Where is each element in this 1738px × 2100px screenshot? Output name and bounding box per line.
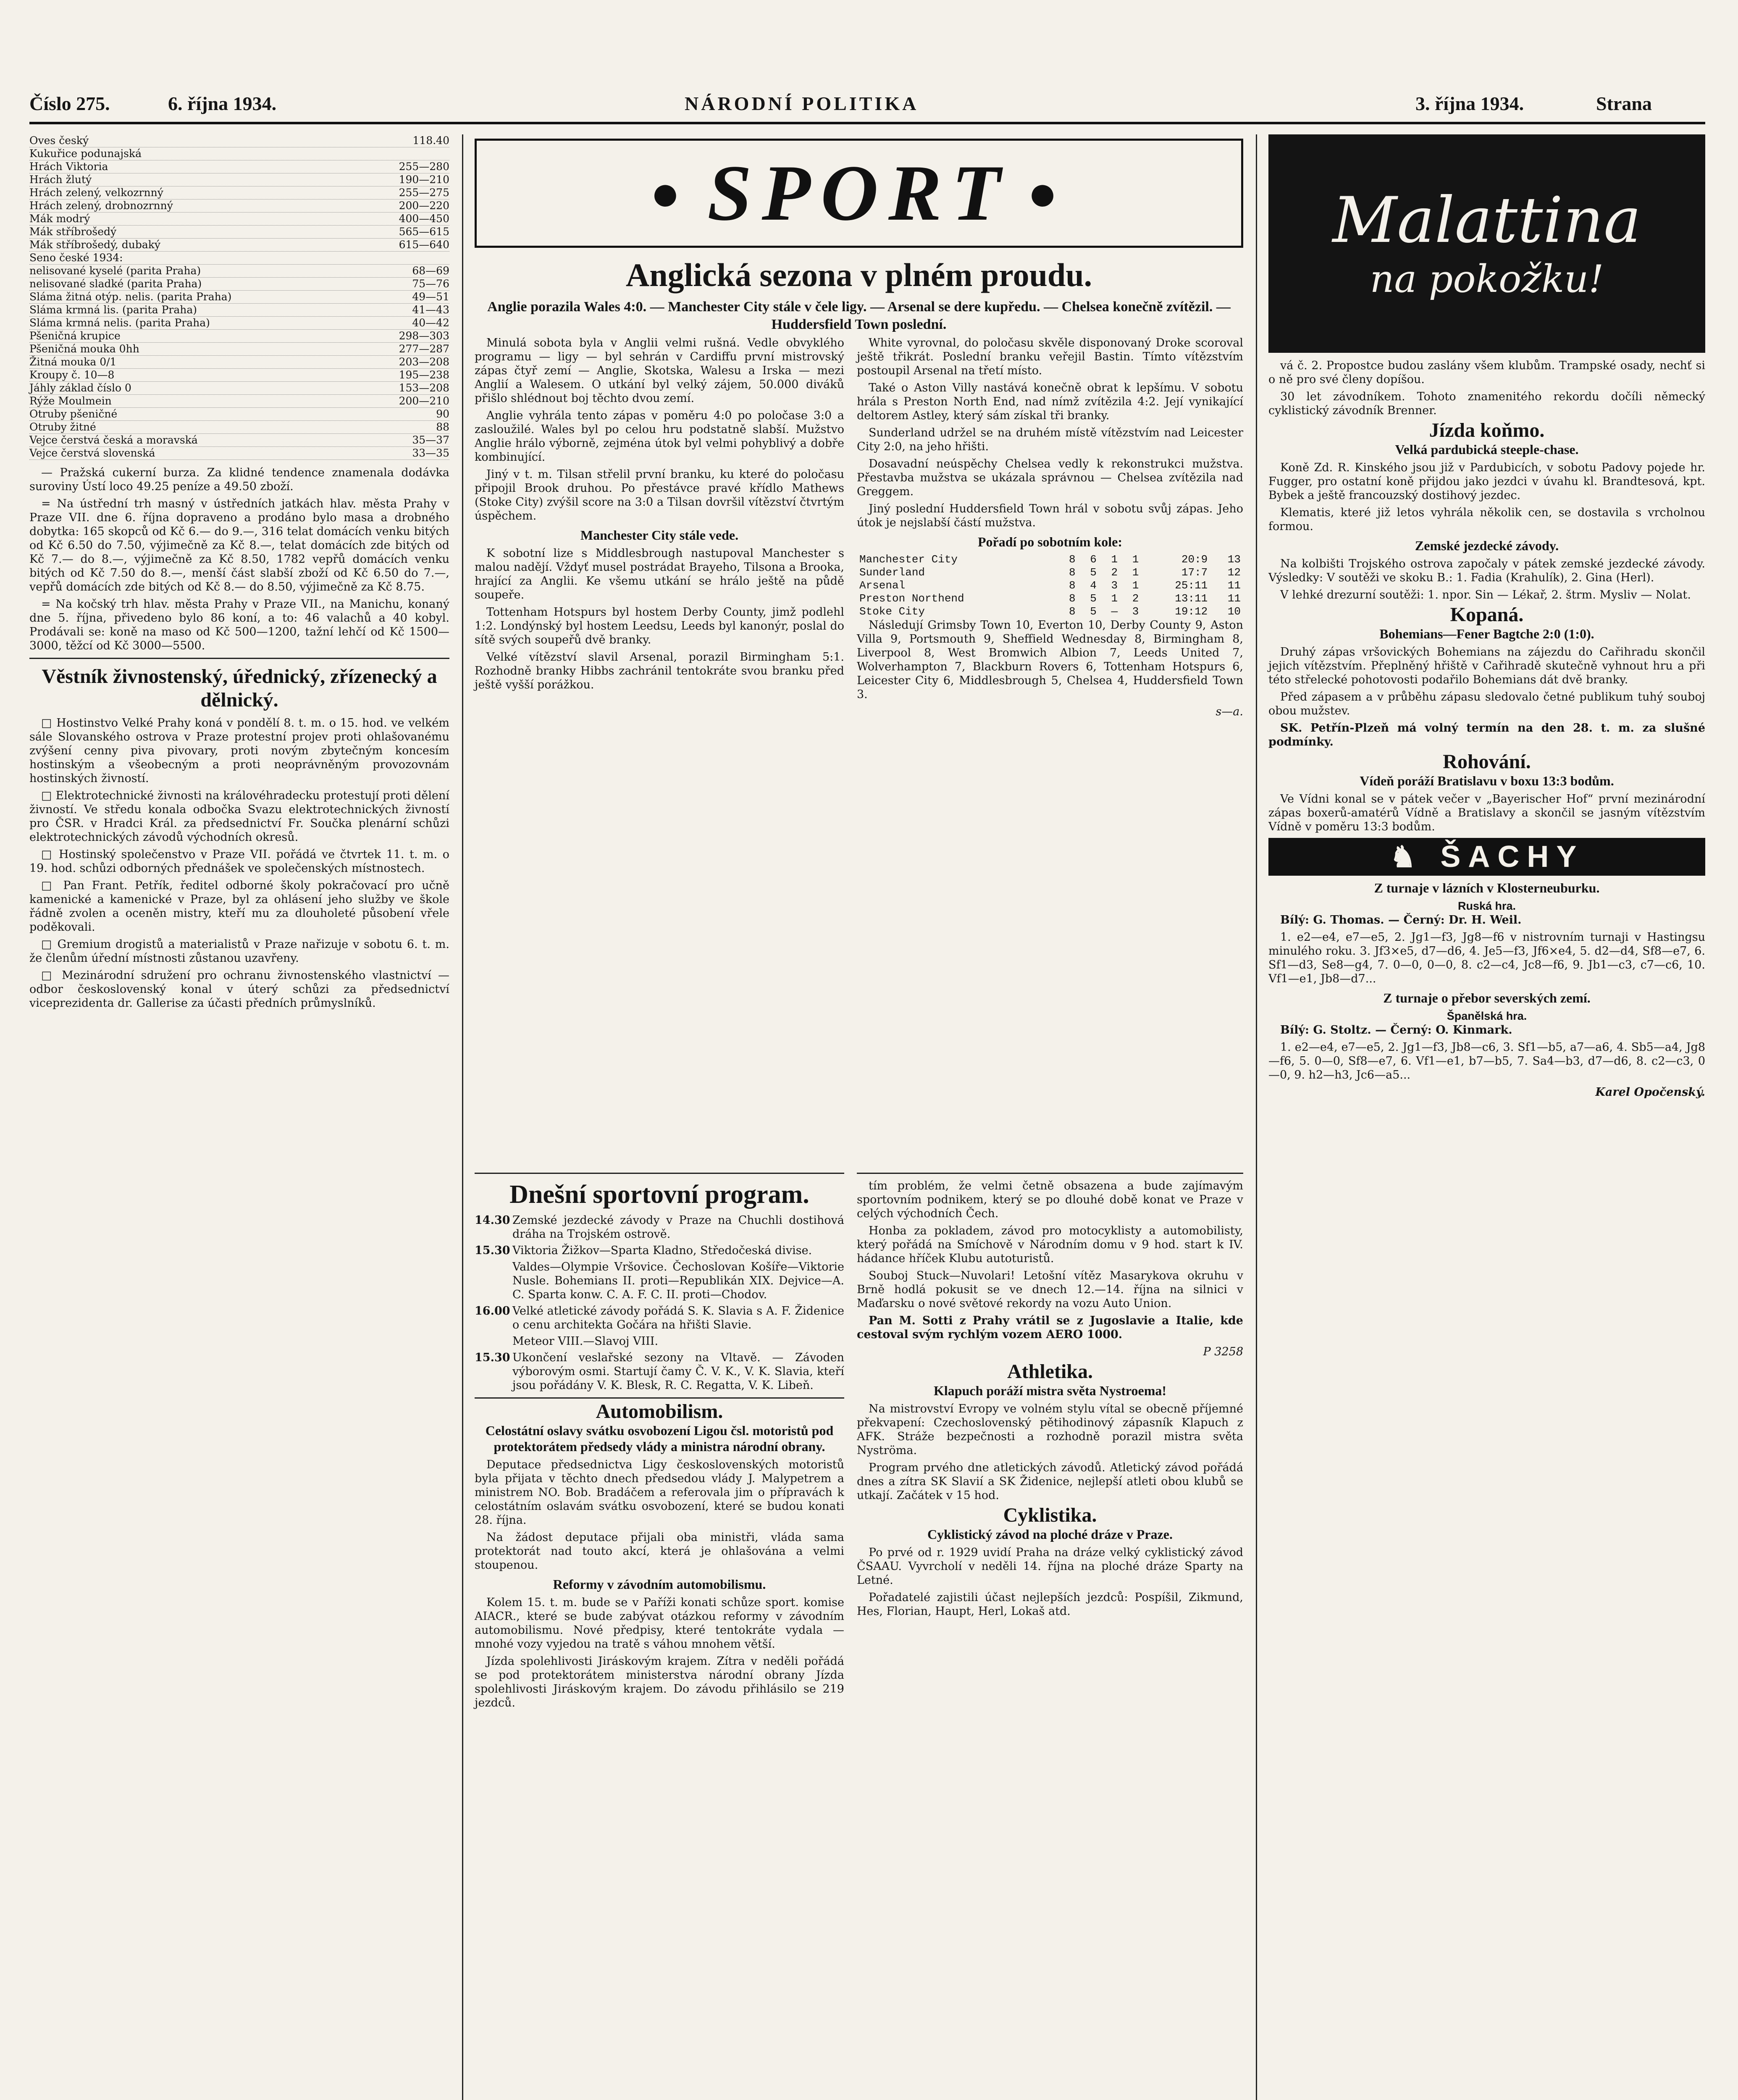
program-text: Velké atletické závody pořádá S. K. Slavia s A. F. Židenice o cenu architekta Gočára na hřišti Slavie. (512, 1305, 844, 1331)
price-item: nelisované sladké (parita Praha) (29, 278, 202, 290)
price-value: 68—69 (412, 265, 449, 277)
boxing-subtitle: Vídeň poráží Bratislavu v boxu 13:3 bodům. (1360, 773, 1614, 788)
table-cell: 8 (1069, 592, 1076, 605)
team-name: Stoke City (859, 605, 925, 618)
program-text: Zemské jezdecké závody v Praze na Chuchli dostihová dráha na Trojském ostrově. (512, 1214, 844, 1241)
price-row (29, 421, 449, 434)
article-paragraph: tím problém, že velmi četně obsazena a bude zajímavým sportovním podnikem, který se po dlouhé době konat ve Praze v celých východních Čech. (857, 1179, 1243, 1220)
bullet-icon: ● (1027, 165, 1068, 221)
price-row (29, 343, 449, 356)
price-item: Pšeničná mouka 0hh (29, 343, 139, 355)
price-row (29, 317, 449, 330)
cycling-paragraphs (857, 1546, 1243, 1618)
table-cell: 13 (1227, 553, 1241, 566)
price-value: 298—303 (399, 330, 449, 342)
table-cell: 11 (1227, 592, 1241, 605)
price-value: 33—35 (412, 447, 449, 459)
price-item: Rýže Moulmein (29, 395, 112, 407)
article-paragraph: Před zápasem a v průběhu zápasu sledovalo četné publikum tuhý souboj obou mužstev. (1268, 690, 1705, 717)
table-cell: 10 (1227, 605, 1241, 618)
table-cell: — (1111, 605, 1118, 618)
price-value: 40—42 (412, 317, 449, 329)
article-paragraph: □ Gremium drogistů a materialistů v Praze nařizuje v sobotu 6. t. m. že členům úřední místnosti zůstanou uzavřeny. (29, 938, 449, 965)
price-value: 277—287 (399, 343, 449, 355)
table-cell: 1 (1132, 579, 1139, 592)
horse-riding-paragraphs (1268, 461, 1705, 533)
price-item: Kroupy č. 10—8 (29, 369, 115, 381)
article-paragraph: Sunderland udržel se na druhém místě vítězstvím nad Leicester City 2:0, na jeho hřišti. (857, 426, 1243, 453)
column-right (1268, 134, 1705, 1099)
price-item: Jáhly základ číslo 0 (29, 382, 131, 394)
program-time: 15.30 (475, 1244, 510, 1257)
price-value: 565—615 (399, 226, 449, 238)
price-row (29, 173, 449, 186)
article-paragraph: □ Hostinstvo Velké Prahy koná v pondělí 8. t. m. o 15. hod. ve velkém sále Slovanského ostrova v Praze protestní projev proti ohlašovanému zvýšení cenny piva pivovary, proti novým zbytečným koncesím hostinským a všeobecným a proti neoprávněným provozovnám hostinských živností. (29, 717, 449, 785)
manchester-paragraphs (475, 546, 844, 692)
divider (475, 1173, 844, 1174)
chess-players-2: Bílý: G. Stoltz. — Černý: O. Kinmark. (1280, 1024, 1512, 1037)
price-item: Hrách zelený, velkozrnný (29, 186, 163, 199)
table-cell: 3 (1111, 579, 1118, 592)
table-cell: 12 (1227, 566, 1241, 579)
issue-date-left: 6. října 1934. (168, 93, 277, 114)
athletics-title: Athletika. (1007, 1360, 1093, 1383)
program-item (475, 1304, 844, 1332)
league-table-rest: Následují Grimsby Town 10, Everton 10, Derby County 9, Aston Villa 9, Portsmouth 9, Sheffield Wednesday 8, Birmingham 8, Liverpool 8, West Bromwich Albion 7, Leeds United 7, Wolverhampton 7, Blackburn Rovers 6, Tottenham Hotspurs 6, Leicester City 6, Middlesbrough 5, Chelsea 4, Huddersfield Town 3. (857, 619, 1243, 701)
price-value: 153—208 (399, 382, 449, 394)
table-cell: 20:9 (1181, 553, 1208, 566)
price-item: Kukuřice podunajská (29, 147, 142, 160)
steeplechase-subtitle: Velká pardubická steeple-chase. (1395, 442, 1579, 457)
price-item: Sláma žitná otýp. nelis. (parita Praha) (29, 291, 232, 303)
article-paragraph: Deputace předsednictva Ligy československých motoristů byla přijata v těchto dnech předsedou vlády J. Malypetrem a ministrem NO. Bob. Bradáčem a referovala jim o přípravách k celostátním oslavám svátku osvobození, které se budou konati 28. října. (475, 1458, 844, 1527)
program-time (475, 1260, 512, 1302)
note-code: P 3258 (1203, 1345, 1243, 1358)
price-value: 200—210 (399, 395, 449, 407)
sport-subheading-manchester: Manchester City stále vede. (580, 528, 739, 543)
vestnik-title: Věstník živnostenský, úřednický, zřízenecký a dělnický. (42, 665, 437, 711)
price-item: Mák stříbrošedý, dubaký (29, 239, 161, 251)
article-paragraph: = Na ústřední trh masný v ústředních jatkách hlav. města Prahy v Praze VII. dne 6. října dopraveno a prodáno bylo masa a drobného dobytka: 165 skopců od Kč 6.— do 9.—, 316 telat domácích venku bitých od Kč 6.50 do 7.50, výjimečně za Kč 8.—, telat domácích zde bitých od Kč 7.— do 8.—, výjimečně za Kč 8.50, 1782 vepřů domácích venku bitých od Kč 7.50 do 8.—, menší část slabší zboží od Kč 6.50 do 7.—, vepřů domácích zde bitých od Kč 8.— do 8.50, výjimečně za Kč 8.75. (29, 497, 449, 593)
article-paragraph: □ Mezinárodní sdružení pro ochranu živnostenského vlastnictví — odbor československý konal v úterý schůzi za předsednictví viceprezidenta dr. Gallerise za účasti předních průmyslníků. (29, 969, 449, 1010)
horse-riding-title: Jízda koňmo. (1429, 419, 1545, 441)
price-value: 35—37 (412, 434, 449, 446)
program-item (475, 1244, 844, 1257)
record-paragraph: 30 let závodníkem. Tohoto znamenitého rekordu dočíli německý cyklistický závodník Brenner. (1268, 390, 1705, 417)
sport-headline: Anglická sezona v plném proudu. (625, 257, 1092, 293)
chess-subtitle: Z turnaje v lázních v Klosterneuburku. (1374, 880, 1600, 895)
advert-slogan: na pokožku! (1370, 257, 1604, 301)
article-paragraph: Anglie vyhrála tento zápas v poměru 4:0 po poločase 3:0 a zasloužilé. Wales byl po celou hru podstatně slabší. Mužstvo Anglie hrálo výborně, zejména útok byl velmi pohyblivý a dobře kombinující. (475, 409, 844, 464)
boxing-title: Rohování. (1443, 751, 1531, 773)
price-row (29, 382, 449, 395)
football-title: Kopaná. (1450, 604, 1524, 626)
team-name: Arsenal (859, 579, 906, 592)
divider (29, 658, 449, 659)
chess-subtitle-2: Z turnaje o přebor severských zemí. (1383, 990, 1591, 1005)
price-item: Hrách zelený, drobnozrnný (29, 200, 173, 212)
auto-title: Automobilism. (596, 1400, 723, 1423)
team-name: Sunderland (859, 566, 925, 579)
price-list (29, 134, 449, 460)
chess-players-1: Bílý: G. Thomas. — Černý: Dr. H. Weil. (1280, 914, 1522, 927)
price-row (29, 447, 449, 460)
price-row (29, 304, 449, 317)
athletics-subtitle: Klapuch poráží mistra světa Nystroema! (934, 1383, 1166, 1398)
bullet-icon: ● (650, 165, 691, 221)
athletics-paragraphs (857, 1402, 1243, 1502)
article-paragraph: Druhý zápas vršovických Bohemians na zájezdu do Cařihradu skončil jejich vítězstvím. Přeplněný hřiště v Cařihradě skutečně vyhnout hru a při této střelecké pohotovosti podařilo Bohemians dát dvě branky. (1268, 646, 1705, 686)
market-reports (29, 466, 449, 653)
price-row (29, 226, 449, 239)
team-name: Preston Northend (859, 592, 964, 605)
intro-paragraph: vá č. 2. Propostce budou zaslány všem klubům. Trampské osady, nechť si o ně pro své členy dopíšou. (1268, 359, 1705, 386)
auto-paragraphs (475, 1458, 844, 1572)
newspaper-title: NÁRODNÍ POLITIKA (685, 93, 919, 114)
table-cell: 11 (1227, 579, 1241, 592)
page-label: Strana (1596, 93, 1652, 114)
article-paragraph: White vyrovnal, do poločasu skvěle disponovaný Droke scoroval ještě třikrát. Poslední branku veřejil Bastin. Tímto vítězstvím postoupil Arsenal na třetí místo. (857, 336, 1243, 377)
sotti-note: Pan M. Sotti z Prahy vrátil se z Jugoslavie a Italie, kde cestoval svým rychlým vozem AERO 1000. (857, 1314, 1243, 1341)
chess-signature: Karel Opočenský. (1595, 1086, 1705, 1099)
article-paragraph: Jiný poslední Huddersfield Town hrál v sobotu svůj zápas. Jeho útok je nejslabší částí mužstva. (857, 502, 1243, 529)
table-cell: 8 (1069, 553, 1076, 566)
price-value: 200—220 (399, 200, 449, 212)
price-row (29, 291, 449, 304)
price-row (29, 213, 449, 226)
table-cell: 5 (1090, 605, 1097, 618)
price-row (29, 252, 449, 265)
price-value: 75—76 (412, 278, 449, 290)
table-cell: 25:11 (1175, 579, 1208, 592)
table-row (857, 579, 1243, 592)
article-paragraph: Po prvé od r. 1929 uvidí Praha na dráze velký cyklistický závod ČSAAU. Vyvrcholí v neděli 14. října na ploché dráze Sparty na Letné. (857, 1546, 1243, 1587)
price-item: Vejce čerstvá slovenská (29, 447, 155, 459)
league-table-title: Pořadí po sobotním kole: (977, 534, 1123, 549)
advert-brand: Malattina (1332, 184, 1641, 257)
table-cell: 5 (1090, 566, 1097, 579)
price-value: 88 (436, 421, 449, 433)
price-item: Žitná mouka 0/1 (29, 356, 117, 368)
boxing-paragraph: Ve Vídni konal se v pátek večer v „Bayerischer Hof“ první mezinárodní zápas boxerů-amatérů Vídně a Bratislavy a skončil se jasným vítězstvím Vídně v poměru 13:3 bodům. (1268, 793, 1705, 833)
table-cell: 2 (1111, 566, 1118, 579)
masthead (29, 92, 1705, 124)
article-paragraph: Klematis, které již letos vyhrála několik cen, se dostavila s vrcholnou formou. (1268, 506, 1705, 533)
article-paragraph: Jiný v t. m. Tilsan střelil první branku, ku které do poločasu připojil Brook druhou. Po přestávce pravé křídlo Mathews (Stoke City) zvýšil score na 3:0 a Tilsan dovršil vítězství čtvrtým úspěchem. (475, 468, 844, 522)
column-rule (462, 134, 463, 2100)
sport-signature: s—a. (1216, 705, 1243, 718)
price-row (29, 134, 449, 147)
team-name: Manchester City (859, 553, 958, 566)
price-item: Sláma krmná nelis. (parita Praha) (29, 317, 210, 329)
article-paragraph: Velké vítězství slavil Arsenal, porazil Birmingham 5:1. Rozhodně branky Hibbs zachránil tentokráte svou branku před ještě vyšší porážkou. (475, 651, 844, 691)
price-value: 203—208 (399, 356, 449, 368)
cycling-subtitle: Cyklistický závod na ploché dráze v Praze. (927, 1527, 1173, 1542)
column-program-auto (475, 1168, 844, 1713)
price-item: Mák modrý (29, 213, 90, 225)
price-item: Mák stříbrošedý (29, 226, 117, 238)
divider (857, 1173, 1243, 1174)
table-cell: 13:11 (1175, 592, 1208, 605)
malattina-advert (1268, 134, 1705, 353)
price-item: Sláma krmná lis. (parita Praha) (29, 304, 197, 316)
program-time: 15.30 (475, 1351, 510, 1364)
football-paragraphs (1268, 645, 1705, 718)
price-row (29, 369, 449, 382)
newspaper-page (29, 25, 1705, 2100)
price-row (29, 147, 449, 160)
sport-paragraphs-right (857, 336, 1243, 530)
price-item: Seno české 1934: (29, 252, 123, 264)
football-subtitle: Bohemians—Fener Bagtche 2:0 (1:0). (1379, 626, 1594, 641)
table-row (857, 566, 1243, 579)
issue-number: Číslo 275. (29, 93, 110, 114)
zemske-title: Zemské jezdecké závody. (1415, 538, 1559, 553)
article-paragraph: — Pražská cukerní burza. Za klidné tendence znamenala dodávka suroviny Ústí loco 49.25 peníze a 49.50 zboží. (29, 466, 449, 493)
program-text: Valdes—Olympie Vršovice. Čechoslovan Košíře—Viktorie Nusle. Bohemians II. proti—Republikán XIX. Dejvice—A. C. Sparta konw. C. A. F. C. II. proti—Chodov. (512, 1260, 844, 1301)
article-paragraph: K sobotní lize s Middlesbrough nastupoval Manchester s malou nadějí. Vždyť musel postrádat Brayeho, Tilsona a Brooka, hrající za Anglii. Ke všemu utkání se hrálo ještě na půdě soupeře. (475, 547, 844, 601)
column-athletics (857, 1168, 1243, 1622)
article-paragraph: Jízda spolehlivosti Jiráskovým krajem. Zítra v neděli pořádá se pod protektorátem ministerstva národní obrany Jízda spolehlivosti Jiráskovým krajem. Do závodu přihlásilo se 219 jezdců. (475, 1655, 844, 1709)
sport-subheadline: Anglie porazila Wales 4:0. — Manchester City stále v čele ligy. — Arsenal se dere kupředu. — Chelsea konečně zvítězil. — Huddersfield Town poslední. (487, 299, 1231, 332)
chess-banner (1268, 838, 1705, 876)
price-item: nelisované kyselé (parita Praha) (29, 265, 201, 277)
table-cell: 6 (1090, 553, 1097, 566)
chess-opening-2: Španělská hra. (1447, 1010, 1527, 1022)
article-paragraph: Na žádost deputace přijali oba ministři, vláda sama protektorát nad touto akcí, která je ohlašována a velmi stoupenou. (475, 1531, 844, 1572)
article-paragraph: Dosavadní neúspěchy Chelsea vedly k rekonstrukci mužstva. Přestavba mužstva se ukázala správnou — Chelsea zvítězila nad Greggem. (857, 457, 1243, 498)
table-cell: 1 (1132, 553, 1139, 566)
program-time: 16.00 (475, 1305, 510, 1318)
price-item: Hrách Viktoria (29, 160, 108, 173)
article-paragraph: □ Hostinský společenstvo v Praze VII. pořádá ve čtvrtek 11. t. m. o 19. hod. schůzi odborných přednášek ve společenských místnostech. (29, 848, 449, 875)
program-item (475, 1334, 844, 1348)
price-item: Otruby žitné (29, 421, 96, 433)
petrin-note: SK. Petřín-Plzeň má volný termín na den 28. t. m. za slušné podmínky. (1268, 722, 1705, 748)
motoring-notes (857, 1179, 1243, 1310)
price-row (29, 200, 449, 213)
table-row (857, 605, 1243, 618)
article-paragraph: Souboj Stuck—Nuvolari! Letošní vítěz Masarykova okruhu v Brně hodlá pokusit se ve dnech 12.—14. října na silnici v Maďarsku o nové světové rekordy na vozu Auto Union. (857, 1269, 1243, 1310)
article-paragraph: V lehké drezurní soutěži: 1. npor. Sin — Lékař, 2. štrm. Mysliv — Nolat. (1280, 588, 1691, 601)
price-row (29, 278, 449, 291)
column-sport-left (475, 336, 844, 695)
chess-title: ŠACHY (1440, 840, 1584, 874)
table-cell: 3 (1132, 605, 1139, 618)
price-row (29, 239, 449, 252)
sport-paragraphs (475, 336, 844, 523)
article-paragraph: Na kolbišti Trojského ostrova započaly v pátek zemské jezdecké závody. Výsledky: V soutěži ve skoku B.: 1. Fadia (Krahulík), 2. Gina (Herl). (1268, 557, 1705, 584)
price-row (29, 356, 449, 369)
price-item: Vejce čerstvá česká a moravská (29, 434, 198, 446)
zemske-paragraphs (1268, 557, 1705, 602)
league-table (857, 553, 1243, 618)
chess-knight-icon: ♞ (1389, 840, 1424, 873)
price-value: 118.40 (412, 134, 449, 147)
program-item (475, 1260, 844, 1302)
table-cell: 8 (1069, 566, 1076, 579)
article-paragraph: Kolem 15. t. m. bude se v Paříži konati schůze sport. komise AIACR., které se bude zabývat otázkou reformy v závodním automobilismu. Nové předpisy, které tentokráte vydala — mnohé vozy vyjedou na tratě s váhou mnohem větší. (475, 1596, 844, 1651)
price-value: 255—275 (399, 186, 449, 199)
price-value: 90 (436, 408, 449, 420)
program-text: Viktoria Žižkov—Sparta Kladno, Středočeská divise. (512, 1244, 812, 1257)
table-cell: 1 (1132, 566, 1139, 579)
article-paragraph: Pořadatelé zajistili účast nejlepších jezdců: Pospíšil, Zikmund, Hes, Florian, Haupt, Herl, Lokaš atd. (857, 1591, 1243, 1618)
auto-subtitle: Celostátní oslavy svátku osvobození Ligou čsl. motoristů pod protektorátem předsedy vlády a ministra národní obrany. (485, 1423, 834, 1454)
price-item: Oves český (29, 134, 89, 147)
chess-moves-1: 1. e2—e4, e7—e5, 2. Jg1—f3, Jg8—f6 v nistrovním turnaji v Hastingsu minulého roku. 3. Jf3×e5, d7—d6, 4. Je5—f3, Jf6×e4, 5. d2—d4, Sf8—e7, 6. Sf1—d3, Se8—g4, 7. 0—0, 0—0, 8. c2—c4, Jc8—f6, 9. Jb1—c3, c7—c6, 10. Vf1—e1, Jb8—d7... (1268, 931, 1705, 985)
table-cell: 19:12 (1175, 605, 1208, 618)
price-row (29, 330, 449, 343)
column-rule (1256, 134, 1257, 2100)
article-paragraph: Program prvého dne atletických závodů. Atletický závod pořádá dnes a zítra SK Slavií a SK Židenice, nejlepší atleti obou klubů se utkají. Začátek v 15 hod. (857, 1461, 1243, 1502)
article-paragraph: Koně Zd. R. Kinského jsou již v Pardubicích, v sobotu Padovy pojede hr. Fugger, pro ostatní koně přijdou jako jezdci v úvahu kl. Brandtesová, kpt. Bybek a ještě francouzský dostihový jezdec. (1268, 461, 1705, 502)
article-paragraph: = Na kočský trh hlav. města Prahy v Praze VII., na Manichu, konaný dne 5. října, přivedeno bylo 86 koní, a to: 46 valachů a 40 kobyl. Prodávali se: koně na maso od Kč 500—1200, tažní lehčí od Kč 1500—3000, těžcí od Kč 3000—5500. (29, 598, 449, 652)
price-item: Otruby pšeničné (29, 408, 118, 420)
table-row (857, 592, 1243, 605)
cycling-title: Cyklistika. (1003, 1504, 1097, 1526)
price-value: 255—280 (399, 160, 449, 173)
column-market (29, 134, 449, 1013)
price-row (29, 186, 449, 200)
price-value: 41—43 (412, 304, 449, 316)
program-text: Ukončení veslařské sezony na Vltavě. — Závoden výborovým osmi. Startují čamy Č. V. K., V. K. Slavia, kteří jsou pořádány V. K. Blesk, R. C. Regatta, V. K. Libeň. (512, 1351, 844, 1392)
chess-moves-2: 1. e2—e4, e7—e5, 2. Jg1—f3, Jb8—c6, 3. Sf1—b5, a7—a6, 4. Sb5—a4, Jg8—f6, 5. 0—0, Sf8—e7, 6. Vf1—e1, b7—b5, 7. Sa4—b3, d7—d6, 8. c2—c3, 0—0, 9. h2—h3, Jc6—a5... (1268, 1041, 1705, 1082)
program-list (475, 1213, 844, 1392)
divider (475, 1397, 844, 1399)
article-paragraph: □ Pan Frant. Petřík, ředitel odborné školy pokračovací pro učně kamenické a kamenické v Praze, byl za ohlásení jeho služby ve škole řádně zvolen a oceněn mistry, kteří mu za dlouholeté působení vřele poděkovali. (29, 879, 449, 934)
price-value: 190—210 (399, 173, 449, 186)
chess-opening-1: Ruská hra. (1457, 900, 1516, 912)
program-text: Meteor VIII.—Slavoj VIII. (512, 1335, 659, 1348)
table-cell: 1 (1111, 553, 1118, 566)
sport-banner-title: SPORT (707, 149, 1011, 237)
table-cell: 4 (1090, 579, 1097, 592)
program-time (475, 1334, 512, 1348)
table-cell: 17:7 (1181, 566, 1208, 579)
price-row (29, 434, 449, 447)
sport-section (475, 139, 1243, 337)
price-value: 49—51 (412, 291, 449, 303)
program-item (475, 1351, 844, 1392)
table-row (857, 553, 1243, 566)
table-cell: 8 (1069, 579, 1076, 592)
auto-reform-title: Reformy v závodním automobilismu. (553, 1577, 766, 1592)
price-value: 195—238 (399, 369, 449, 381)
article-paragraph: □ Elektrotechnické živnosti na královéhradecku protestují proti dělení živností. Ve středu konala odbočka Svazu elektrotechnických živností pro ČSR. v Hradci Král. za předsednictví Fr. Součka plenární schůzi elektrotechnických závodů východních okresů. (29, 789, 449, 844)
table-cell: 1 (1111, 592, 1118, 605)
table-cell: 2 (1132, 592, 1139, 605)
program-title: Dnešní sportovní program. (509, 1180, 809, 1209)
price-row (29, 395, 449, 408)
program-time: 14.30 (475, 1214, 510, 1227)
program-item (475, 1213, 844, 1241)
price-value: 615—640 (399, 239, 449, 251)
price-row (29, 408, 449, 421)
column-sport-right (857, 336, 1243, 719)
auto-reform-paragraphs (475, 1596, 844, 1710)
price-row (29, 265, 449, 278)
table-cell: 8 (1069, 605, 1076, 618)
article-paragraph: Minulá sobota byla v Anglii velmi rušná. Vedle obvyklého programu — ligy — byl sehrán v Cardiffu první mistrovský zápas čtyř zemí — Anglie, Skotska, Walesu a Irska — mezi Anglií a Walesem. O utkání byl velký zájem, 50.000 diváků přišlo shlédnout boj těchto dvou zemí. (475, 336, 844, 405)
vestnik-paragraphs (29, 716, 449, 1010)
issue-date-right: 3. října 1934. (1415, 93, 1524, 114)
table-cell: 5 (1090, 592, 1097, 605)
price-item: Pšeničná krupice (29, 330, 121, 342)
article-paragraph: Na mistrovství Evropy ve volném stylu vítal se obecně příjemné překvapení: Czechoslovenský pětihodinový zápasník Klapuch z AFK. Stráže bezpečnosti a rozhodně porazil mistra světa Nyströma. (857, 1402, 1243, 1457)
article-paragraph: Honba za pokladem, závod pro motocyklisty a automobilisty, který pořádá na Smíchově v Národním domu v 9 hod. start k IV. hádance hříček Klubu autoturistů. (857, 1224, 1243, 1265)
article-paragraph: Také o Aston Villy nastává konečně obrat k lepšímu. V sobotu hrála s Preston North End, nad nímž zvítězila 4:2. Její vynikající deltorem Astley, který sám získal tři branky. (857, 381, 1243, 422)
price-value: 400—450 (399, 213, 449, 225)
article-paragraph: Tottenham Hotspurs byl hostem Derby County, jimž podlehl 1:2. Londýnský byl hostem Leedsu, Leeds byl kanonýr, poslal do sítě svých soupeřů dvě branky. (475, 606, 844, 646)
sport-banner (475, 139, 1243, 248)
price-row (29, 160, 449, 173)
price-item: Hrách žlutý (29, 173, 92, 186)
